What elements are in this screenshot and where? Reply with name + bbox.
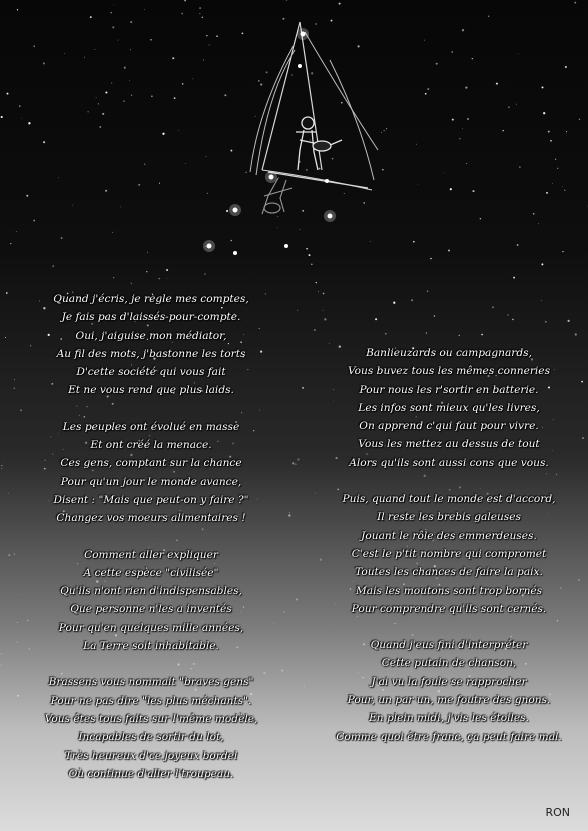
star-dot xyxy=(519,166,520,167)
star-dot xyxy=(130,21,132,23)
poem-line: Je fais pas d'laissés-pour-compte. xyxy=(61,311,241,324)
star-dot xyxy=(480,218,481,219)
star-dot xyxy=(113,277,114,278)
star-dot xyxy=(358,45,360,47)
star-dot xyxy=(481,334,483,336)
star-dot xyxy=(381,132,382,133)
star-dot xyxy=(541,263,543,265)
poem-line: Comment aller expliquer xyxy=(84,548,218,561)
star-dot xyxy=(562,251,563,252)
star-dot xyxy=(291,74,292,75)
poem-line: Il reste les brebis galeuses xyxy=(377,511,521,524)
star-dot xyxy=(184,0,186,1)
star-dot xyxy=(1,653,2,654)
star-dot xyxy=(150,39,152,41)
star-dot xyxy=(418,184,419,185)
star-dot xyxy=(513,277,515,279)
star-dot xyxy=(245,172,246,173)
star-dot xyxy=(181,13,183,15)
star-dot xyxy=(382,169,383,170)
star-dot xyxy=(538,223,539,224)
star-dot xyxy=(255,116,256,117)
star-dot xyxy=(466,163,467,164)
star-dot xyxy=(318,291,319,292)
star-dot xyxy=(6,292,8,294)
star-dot xyxy=(450,188,452,190)
star-dot xyxy=(260,83,262,85)
star-dot xyxy=(323,293,325,295)
star-dot xyxy=(314,329,316,331)
star-dot xyxy=(370,241,371,242)
poem-column-right xyxy=(318,344,580,764)
star-dot xyxy=(216,35,217,36)
author-signature: RON xyxy=(545,806,570,819)
star-dot xyxy=(297,458,299,460)
star-dot xyxy=(302,387,304,389)
star-dot xyxy=(105,91,107,93)
star-dot xyxy=(123,100,124,101)
star-dot xyxy=(430,258,431,259)
star-dot xyxy=(298,161,300,163)
star-dot xyxy=(516,104,517,105)
poem-line: Vous les mettez au dessus de tout xyxy=(358,438,540,451)
star-dot xyxy=(319,168,321,170)
star-dot xyxy=(550,140,552,142)
poem-line: Jouant le rôle des emmerdeuses. xyxy=(361,529,537,542)
star-dot xyxy=(278,177,279,178)
star-dot xyxy=(224,94,226,96)
star-dot xyxy=(413,241,415,243)
star-dot xyxy=(96,97,97,98)
star-dot xyxy=(331,20,333,22)
star-dot xyxy=(289,512,290,513)
star-dot xyxy=(459,138,460,139)
star-dot xyxy=(508,107,509,108)
star-dot xyxy=(451,51,453,53)
star-dot xyxy=(375,318,377,320)
poem-line: A cette espèce "civilisée" xyxy=(83,566,219,579)
star-dot xyxy=(467,118,469,120)
star-dot xyxy=(302,671,303,672)
star-dot xyxy=(427,291,428,292)
star-dot xyxy=(552,183,553,184)
star-dot xyxy=(16,231,17,232)
star-dot xyxy=(226,210,228,212)
star-dot xyxy=(502,130,504,132)
star-dot xyxy=(411,299,413,301)
star-dot xyxy=(462,128,463,129)
star-dot xyxy=(1,664,2,665)
poem-line: Toutes les chances de faire la paix. xyxy=(355,566,543,579)
star-dot xyxy=(507,314,508,315)
poem-line: C'est le p'tit nombre qui compromet xyxy=(351,547,547,560)
star-dot xyxy=(174,97,176,99)
star-dot xyxy=(34,46,35,47)
star-dot xyxy=(309,254,311,256)
star-dot xyxy=(64,53,65,54)
poem-line: Disent : "Mais que peut-on y faire ?" xyxy=(53,493,249,506)
star-dot xyxy=(286,0,287,1)
star-dot xyxy=(144,9,145,10)
star-dot xyxy=(105,190,107,192)
star-dot xyxy=(28,122,30,124)
star-dot xyxy=(162,133,164,135)
star-dot xyxy=(5,337,6,338)
star-dot xyxy=(344,193,345,194)
star-dot xyxy=(7,93,9,95)
star-dot xyxy=(33,220,35,222)
star-dot xyxy=(306,248,308,250)
poem-line: La Terre soit inhabitable. xyxy=(83,640,219,653)
star-dot xyxy=(99,126,101,128)
poem-stanza xyxy=(20,418,282,528)
star-dot xyxy=(546,192,548,194)
star-dot xyxy=(436,63,438,65)
star-dot xyxy=(300,229,301,230)
star-dot xyxy=(341,102,343,104)
star-dot xyxy=(178,130,179,131)
poem-line: Pour qu'un jour le monde avance, xyxy=(60,475,242,488)
star-dot xyxy=(19,105,20,106)
poem-line: Mais les moutons sont trop bornés xyxy=(355,584,543,597)
star-dot xyxy=(205,156,206,157)
star-dot xyxy=(14,379,15,380)
star-dot xyxy=(315,23,317,25)
star-dot xyxy=(472,58,473,59)
star-dot xyxy=(492,306,493,307)
star-dot xyxy=(230,240,232,242)
star-dot xyxy=(324,318,326,320)
poem-line: Que personne n'les a inventés xyxy=(70,603,232,616)
star-dot xyxy=(151,95,153,97)
star-dot xyxy=(315,493,316,494)
poem-line: Qu'ils n'ont rien d'indispensables, xyxy=(60,585,242,598)
star-dot xyxy=(26,195,28,197)
star-dot xyxy=(306,169,308,171)
star-dot xyxy=(110,12,112,14)
star-dot xyxy=(147,252,148,253)
star-dot xyxy=(120,207,121,208)
poem-stanza xyxy=(20,673,282,783)
star-dot xyxy=(393,302,395,304)
star-dot xyxy=(443,172,444,173)
star-dot xyxy=(14,388,15,389)
star-dot xyxy=(22,118,23,119)
poem-line: Pour comprendre qu'ils sont cernés. xyxy=(351,602,547,615)
star-dot xyxy=(114,5,115,6)
star-dot xyxy=(193,79,194,80)
star-dot xyxy=(518,54,519,55)
poem-line: Oui, j'aiguise mon médiator, xyxy=(75,329,227,342)
star-dot xyxy=(90,16,92,18)
star-dot xyxy=(52,265,54,267)
star-dot xyxy=(203,59,204,60)
star-dot xyxy=(17,622,18,623)
star-dot xyxy=(131,283,132,284)
star-dot xyxy=(130,49,131,50)
star-dot xyxy=(146,271,147,272)
star-dot xyxy=(112,232,113,233)
poem-stanza xyxy=(20,546,282,656)
star-dot xyxy=(465,86,467,88)
star-dot xyxy=(266,71,268,73)
poem-line: Vous buvez tous les mêmes conneries xyxy=(347,365,551,378)
star-dot xyxy=(533,213,535,215)
star-dot xyxy=(102,113,104,115)
star-dot xyxy=(88,111,89,112)
star-dot xyxy=(488,16,489,17)
star-dot xyxy=(167,278,168,279)
star-dot xyxy=(258,80,260,82)
poem-line: Les peuples ont évolué en masse xyxy=(62,420,240,433)
star-dot xyxy=(166,269,168,271)
star-dot xyxy=(565,66,567,68)
star-dot xyxy=(201,16,203,18)
star-dot xyxy=(282,18,284,20)
star-dot xyxy=(1,116,3,118)
star-dot xyxy=(582,437,584,439)
poem-line: Pour ne pas dire "les plus méchants". xyxy=(50,694,252,707)
poem-line: On apprend c'qui faut pour vivre. xyxy=(359,420,539,433)
star-dot xyxy=(541,300,542,301)
poem-line: Vous êtes tous faits sur l'même modèle, xyxy=(44,712,258,725)
star-dot xyxy=(158,278,160,280)
poem-line: Et ne vous rend que plus laids. xyxy=(68,384,234,397)
star-dot xyxy=(384,130,385,131)
star-dot xyxy=(204,273,205,274)
poem-line: Puis, quand tout le monde est d'accord, xyxy=(342,493,556,506)
star-dot xyxy=(205,246,206,247)
star-dot xyxy=(4,458,5,459)
star-dot xyxy=(230,150,232,152)
star-dot xyxy=(131,94,132,95)
star-dot xyxy=(543,112,545,114)
star-dot xyxy=(209,44,210,45)
poem-line: Banlieuzards ou campagnards, xyxy=(366,347,532,359)
poem-column-left xyxy=(20,290,282,801)
star-dot xyxy=(304,686,305,687)
star-dot xyxy=(472,190,474,192)
star-dot xyxy=(98,103,99,104)
star-dot xyxy=(386,128,387,129)
star-dot xyxy=(111,82,112,83)
poem-line: Quand j'écris, je règle mes comptes, xyxy=(53,293,249,305)
poem-stanza xyxy=(20,290,282,400)
poem-line: Changez vos moeurs alimentaires ! xyxy=(56,512,246,525)
star-dot xyxy=(351,108,352,109)
star-dot xyxy=(1,468,2,469)
star-dot xyxy=(562,186,563,187)
star-dot xyxy=(95,49,96,50)
star-dot xyxy=(138,184,140,186)
star-dot xyxy=(199,13,200,14)
star-dot xyxy=(548,131,550,133)
star-dot xyxy=(385,333,387,335)
star-dot xyxy=(43,62,45,64)
poem-line: Comme quoi être franc, ça peut faire mal. xyxy=(336,730,562,743)
star-dot xyxy=(555,159,556,160)
poem-line: J'ai vu la foule se rapprocher xyxy=(371,675,527,688)
star-dot xyxy=(1,465,2,466)
star-dot xyxy=(581,381,583,383)
star-dot xyxy=(574,2,576,4)
star-dot xyxy=(277,227,278,228)
star-dot xyxy=(496,83,498,85)
star-dot xyxy=(118,40,119,41)
star-dot xyxy=(566,131,567,132)
star-dot xyxy=(296,598,298,600)
star-dot xyxy=(8,493,9,494)
poem-line: Quand j'eus fini d'interpréter xyxy=(370,639,528,652)
star-dot xyxy=(363,202,365,204)
poem-line: Ces gens, comptant sur la chance xyxy=(60,457,242,470)
star-dot xyxy=(425,93,427,95)
star-dot xyxy=(283,611,285,613)
star-dot xyxy=(459,335,460,336)
star-dot xyxy=(311,263,313,265)
poem-line: Et ont créé la menace. xyxy=(90,439,212,452)
star-dot xyxy=(542,86,544,88)
star-dot xyxy=(159,183,160,184)
poem-line: Alors qu'ils sont aussi cons que vous. xyxy=(349,456,549,469)
star-dot xyxy=(295,463,297,465)
star-dot xyxy=(14,553,15,554)
star-dot xyxy=(16,641,17,642)
poem-line: D'cette société qui vous fait xyxy=(76,366,226,379)
star-dot xyxy=(61,237,63,239)
star-dot xyxy=(43,141,45,143)
star-dot xyxy=(185,163,186,164)
star-dot xyxy=(575,333,577,335)
star-dot xyxy=(84,57,85,58)
star-dot xyxy=(277,216,278,217)
star-dot xyxy=(310,140,311,141)
poem-stanza xyxy=(318,344,580,472)
poem-line: Brassens vous nommait "braves gens" xyxy=(48,676,254,689)
poem-line: Pour qu'en quelques mille années, xyxy=(58,621,244,634)
star-dot xyxy=(568,320,570,322)
star-dot xyxy=(182,83,183,84)
poem-line: Où continue d'aller l'troupeau. xyxy=(68,767,234,780)
star-dot xyxy=(10,243,11,244)
poem-line: Au fil des mots, j'bastonne les torts xyxy=(56,347,246,360)
star-dot xyxy=(18,594,19,595)
star-dot xyxy=(297,310,298,311)
star-dot xyxy=(112,26,114,28)
star-dot xyxy=(17,695,19,697)
star-dot xyxy=(124,67,126,69)
star-dot xyxy=(207,193,208,194)
poem-line: Très heureux d'ce joyeux bordel xyxy=(64,749,238,762)
star-dot xyxy=(284,173,285,174)
star-dot xyxy=(462,29,464,31)
poem-stanza xyxy=(318,636,580,746)
star-dot xyxy=(144,164,145,165)
star-dot xyxy=(452,119,454,121)
star-dot xyxy=(448,249,450,251)
star-dot xyxy=(241,32,243,34)
poem-line: Les infos sont mieux qu'les livres, xyxy=(358,401,540,414)
star-dot xyxy=(557,168,558,169)
star-dot xyxy=(288,514,290,516)
star-dot xyxy=(17,9,18,10)
star-dot xyxy=(206,35,207,36)
star-dot xyxy=(434,315,435,316)
star-dot xyxy=(323,310,324,311)
star-dot xyxy=(512,319,514,321)
star-dot xyxy=(129,80,130,81)
star-dot xyxy=(426,332,427,333)
poem-line: Incapables de sortir du lot, xyxy=(78,731,224,744)
star-dot xyxy=(292,462,294,464)
poem-stanza xyxy=(318,490,580,618)
star-dot xyxy=(587,206,588,207)
star-dot xyxy=(427,88,429,90)
star-dot xyxy=(579,119,580,120)
poem-line: Pour nous les r'sortir en batterie. xyxy=(359,383,539,396)
star-dot xyxy=(545,321,547,323)
star-dot xyxy=(416,144,417,145)
star-dot xyxy=(172,57,174,59)
star-dot xyxy=(517,244,519,246)
star-dot xyxy=(199,7,201,9)
star-dot xyxy=(316,282,317,283)
star-dot xyxy=(332,158,334,160)
poem-line: Pour, un par un, me foutre des gnons. xyxy=(347,694,551,707)
star-dot xyxy=(72,205,73,206)
star-dot xyxy=(8,554,10,556)
star-dot xyxy=(3,685,4,686)
poem-line: En plein midi, j'vis les étoiles. xyxy=(369,712,529,725)
star-dot xyxy=(339,3,341,5)
star-dot xyxy=(302,210,304,212)
star-dot xyxy=(58,177,59,178)
star-dot xyxy=(424,40,425,41)
star-dot xyxy=(311,72,313,74)
star-dot xyxy=(564,190,565,191)
poem-line: Cette putain de chanson, xyxy=(381,657,517,670)
